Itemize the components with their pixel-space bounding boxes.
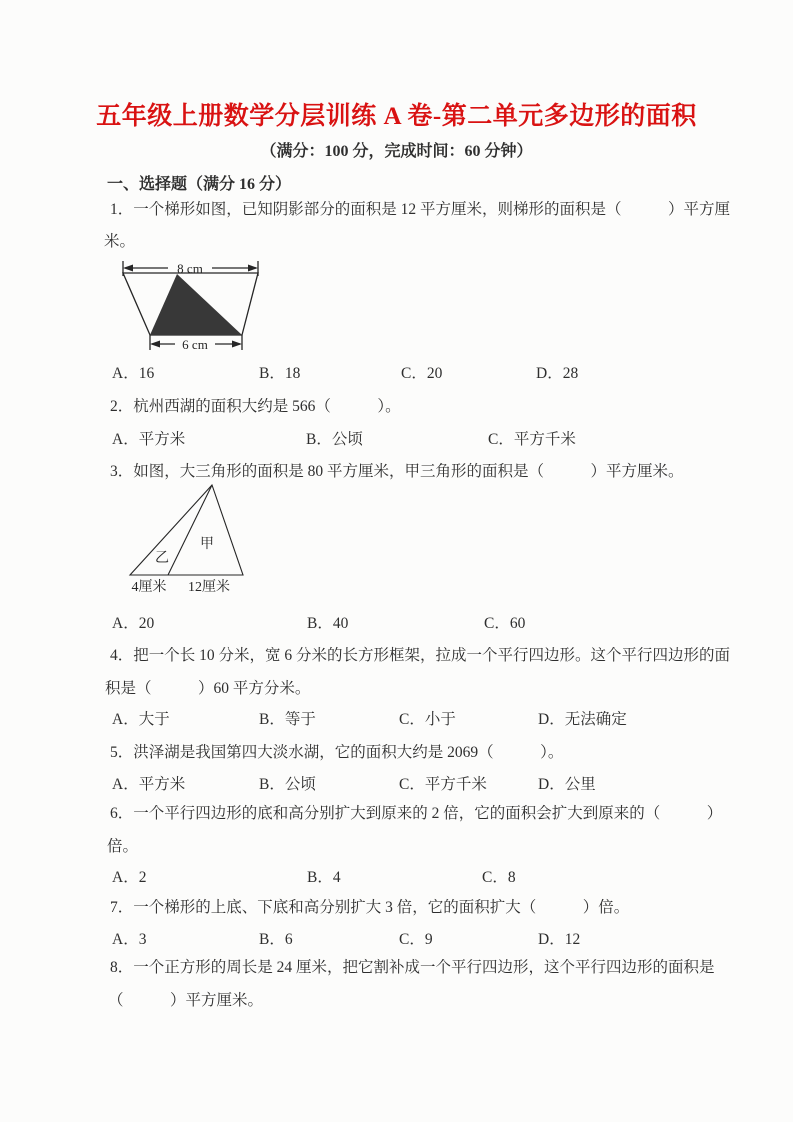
question-7-text-line-1: 7．一个梯形的上底、下底和高分别扩大 3 倍，它的面积扩大（ ）倍。 [110, 899, 630, 916]
question-8-text-line-1: 8．一个正方形的周长是 24 厘米，把它割补成一个平行四边形，这个平行四边形的面积是 [110, 959, 715, 976]
question-2-option-c: C．平方千米 [488, 431, 576, 448]
top-dimension-label: 8 cm [177, 261, 203, 276]
question-1-option-c: C．20 [401, 365, 443, 382]
question-2-option-b: B．公顷 [306, 431, 363, 448]
shaded-triangle [150, 274, 242, 335]
question-4-text-line-2: 积是（ ）60 平方分米。 [105, 680, 311, 697]
question-6-text-line-1: 6．一个平行四边形的底和高分别扩大到原来的 2 倍，它的面积会扩大到原来的（ ） [110, 805, 723, 822]
question-4-option-c: C．小于 [399, 711, 456, 728]
large-triangle-outline [130, 485, 243, 575]
question-7-option-a: A．3 [112, 931, 147, 948]
question-8-text-line-2: （ ）平方厘米。 [108, 992, 264, 1009]
base-label-left: 4厘米 [131, 580, 167, 595]
question-3-option-a: A．20 [112, 615, 155, 632]
question-1-text-line-1: 1．一个梯形如图，已知阴影部分的面积是 12 平方厘米，则梯形的面积是（ ）平方厘 [110, 201, 731, 218]
triangle-figure [122, 478, 252, 600]
question-3-text-line-1: 3．如图，大三角形的面积是 80 平方厘米，甲三角形的面积是（ ）平方厘米。 [110, 463, 684, 480]
arrow-right-icon [248, 265, 258, 272]
question-4-text-line-1: 4．把一个长 10 分米，宽 6 分米的长方形框架，拉成一个平行四边形。这个平行四边形的面 [110, 647, 731, 664]
question-6-option-a: A．2 [112, 869, 147, 886]
question-7-option-c: C．9 [399, 931, 433, 948]
bottom-dimension-label: 6 cm [182, 337, 208, 352]
region-label-yi: 乙 [155, 551, 169, 566]
question-5-option-a: A．平方米 [112, 776, 186, 793]
section-header: 一、选择题（满分 16 分） [107, 176, 292, 193]
arrow-right-icon [232, 341, 242, 348]
region-label-jia: 甲 [200, 537, 214, 552]
arrow-left-icon [123, 265, 133, 272]
question-6-option-c: C．8 [482, 869, 516, 886]
score-subtitle: （满分：100 分，完成时间：60 分钟） [260, 143, 533, 160]
question-4-option-d: D．无法确定 [538, 711, 627, 728]
question-1-option-d: D．28 [536, 365, 579, 382]
question-6-option-b: B．4 [307, 869, 341, 886]
page-title: 五年级上册数学分层训练 A 卷-第二单元多边形的面积 [96, 103, 697, 130]
question-2-text-line-1: 2．杭州西湖的面积大约是 566（ ）。 [110, 398, 401, 415]
question-7-option-d: D．12 [538, 931, 581, 948]
question-3-option-b: B．40 [307, 615, 349, 632]
base-label-right: 12厘米 [188, 580, 230, 595]
trapezoid-figure [118, 256, 268, 360]
divider-line [168, 485, 212, 575]
question-5-option-d: D．公里 [538, 776, 596, 793]
question-5-option-b: B．公顷 [259, 776, 316, 793]
question-1-option-b: B．18 [259, 365, 301, 382]
question-1-option-a: A．16 [112, 365, 155, 382]
question-3-option-c: C．60 [484, 615, 526, 632]
question-4-option-a: A．大于 [112, 711, 170, 728]
question-1-text-line-2: 米。 [104, 233, 136, 250]
question-5-text-line-1: 5．洪泽湖是我国第四大淡水湖，它的面积大约是 2069（ ）。 [110, 744, 564, 761]
question-6-text-line-2: 倍。 [107, 838, 139, 855]
question-5-option-c: C．平方千米 [399, 776, 487, 793]
question-2-option-a: A．平方米 [112, 431, 186, 448]
question-4-option-b: B．等于 [259, 711, 316, 728]
arrow-left-icon [150, 341, 160, 348]
question-7-option-b: B．6 [259, 931, 293, 948]
